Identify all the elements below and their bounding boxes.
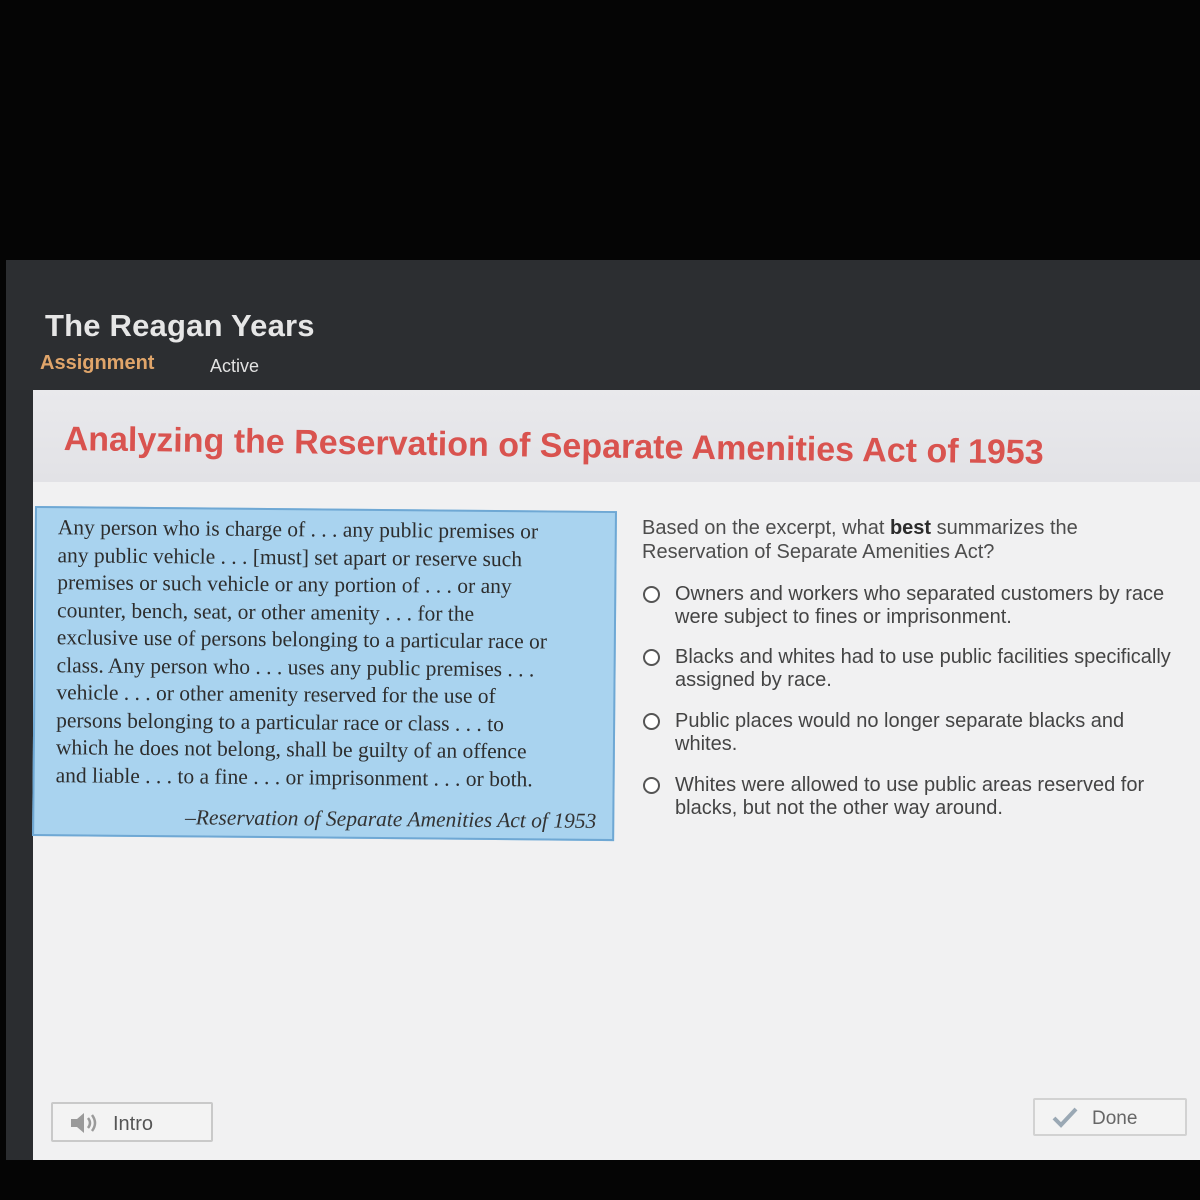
- choice-label: Whites were allowed to use public areas reserved for blacks, but not the other way around.: [675, 774, 1145, 819]
- excerpt-line: exclusive use of persons belonging to a particular race or: [56, 625, 548, 654]
- check-icon: [1051, 1106, 1079, 1128]
- question-prefix: Based on the excerpt, what: [642, 517, 890, 539]
- done-label: Done: [1092, 1108, 1138, 1129]
- choice-label: Blacks and whites had to use public facilities specifically assigned by race.: [675, 646, 1171, 691]
- question-prompt: [642, 516, 1162, 564]
- status-active: Active: [210, 356, 260, 376]
- app-window: [6, 260, 1200, 1160]
- choice-label: Public places would no longer separate blacks and whites.: [675, 710, 1125, 755]
- excerpt-line: class. Any person who . . . uses any public premises . . .: [56, 652, 535, 681]
- excerpt-line: Any person who is charge of . . . any public premises or: [57, 515, 539, 544]
- intro-label: Intro: [113, 1113, 154, 1135]
- excerpt-line: and liable . . . to a fine . . . or imprisonment . . . or both.: [55, 762, 533, 791]
- tab-assignment[interactable]: Assignment: [40, 352, 155, 374]
- excerpt-line: vehicle . . . or other amenity reserved for the use of: [56, 680, 496, 709]
- radio-button[interactable]: [643, 713, 660, 730]
- done-button[interactable]: [1033, 1098, 1187, 1136]
- speaker-icon: [69, 1111, 101, 1135]
- activity-title: Analyzing the Reservation of Separate Amenities Act of 1953: [63, 420, 1044, 472]
- excerpt-line: any public vehicle . . . [must] set apart or reserve such: [57, 542, 523, 571]
- choice-label: Owners and workers who separated customers by race were subject to fines or imprisonment.: [675, 583, 1165, 628]
- question-suffix: summarizes the Reservation of Separate Amenities Act?: [642, 517, 1078, 563]
- excerpt-box: [32, 506, 617, 841]
- activity-panel: [33, 390, 1200, 1160]
- radio-button[interactable]: [643, 586, 660, 603]
- excerpt-line: counter, bench, seat, or other amenity . . . for the: [56, 597, 475, 626]
- title-band: [33, 390, 1200, 482]
- app-header: [6, 260, 1200, 390]
- app-title: The Reagan Years: [45, 308, 315, 343]
- question-emphasis: best: [889, 517, 932, 539]
- intro-button[interactable]: [51, 1102, 213, 1142]
- radio-button[interactable]: [643, 649, 660, 666]
- radio-button[interactable]: [643, 777, 660, 794]
- excerpt-line: persons belonging to a particular race or class . . . to: [56, 707, 505, 736]
- excerpt-text: [56, 514, 598, 794]
- excerpt-source: –Reservation of Separate Amenities Act of 1953: [184, 805, 597, 833]
- excerpt-line: premises or such vehicle or any portion of . . . or any: [57, 570, 512, 599]
- excerpt-line: which he does not belong, shall be guilty of an offence: [55, 735, 527, 764]
